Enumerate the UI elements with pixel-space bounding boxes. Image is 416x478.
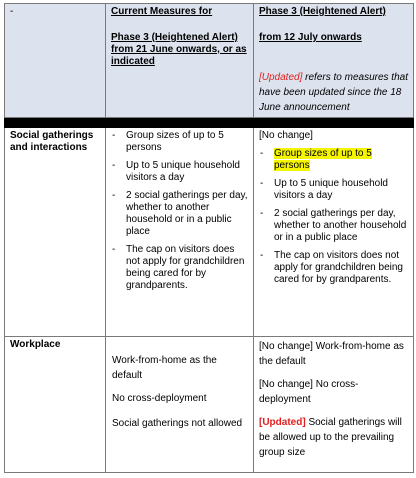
list-item: - 2 social gatherings per day, whether to another household or in a public place bbox=[112, 190, 248, 237]
header-phase3-july bbox=[254, 4, 414, 118]
workplace-row bbox=[5, 337, 414, 473]
workplace-new-item-updated: [Updated] Social gatherings will be allowed up to the prevailing group size bbox=[259, 417, 402, 458]
workplace-new-text bbox=[254, 337, 413, 460]
list-item: - The cap on visitors does not apply for grandchildren being cared for by grandparents. bbox=[260, 250, 403, 285]
header-dash: - bbox=[10, 6, 14, 17]
updated-note bbox=[254, 68, 413, 115]
workplace-current-item: Social gatherings not allowed bbox=[112, 418, 243, 429]
list-item: - Up to 5 unique household visitors a day bbox=[112, 160, 240, 183]
header-blank-cell bbox=[5, 4, 106, 118]
workplace-new-cell bbox=[254, 337, 414, 473]
social-new-cell bbox=[254, 128, 414, 337]
social-label: Social gatherings and interactions bbox=[10, 130, 94, 153]
phase3-title: Phase 3 (Heightened Alert) bbox=[259, 6, 386, 17]
workplace-label-cell bbox=[5, 337, 106, 473]
workplace-new-item: [No change] Work-from-home as the default bbox=[259, 341, 404, 367]
table-header-row bbox=[5, 4, 414, 118]
workplace-label: Workplace bbox=[10, 339, 61, 350]
updated-note-text: refers to measures that have been updated since the 18 June announcement bbox=[259, 72, 408, 113]
workplace-current-item: No cross-deployment bbox=[112, 393, 207, 404]
list-item: - Up to 5 unique household visitors a day bbox=[260, 178, 388, 201]
social-gatherings-row bbox=[5, 128, 414, 337]
workplace-new-item: [No change] No cross-deployment bbox=[259, 379, 359, 405]
social-current-list bbox=[106, 128, 253, 292]
workplace-current-item: Work-from-home as the default bbox=[112, 355, 217, 381]
social-new-list bbox=[254, 148, 413, 286]
current-measures-title: Current Measures for bbox=[111, 6, 213, 17]
current-measures-phase: Phase 3 (Heightened Alert) from 21 June onwards, or as indicated bbox=[111, 32, 247, 67]
workplace-current-cell bbox=[106, 337, 254, 473]
list-item-highlighted: - Group sizes of up to 5 persons bbox=[260, 148, 372, 171]
workplace-current-text bbox=[106, 337, 253, 431]
social-label-cell bbox=[5, 128, 106, 337]
updated-tag: [Updated] bbox=[259, 72, 303, 83]
social-no-change: [No change] bbox=[259, 130, 313, 141]
header-current-measures bbox=[106, 4, 254, 118]
phase3-date: from 12 July onwards bbox=[259, 32, 362, 43]
updated-tag: [Updated] bbox=[259, 417, 306, 428]
list-item: - The cap on visitors does not apply for grandchildren being cared for by grandparents. bbox=[112, 244, 245, 291]
separator-row bbox=[5, 118, 414, 128]
social-current-cell bbox=[106, 128, 254, 337]
list-item: - 2 social gatherings per day, whether to another household or in a public place bbox=[260, 208, 407, 243]
list-item: - Group sizes of up to 5 persons bbox=[112, 130, 224, 153]
measures-table bbox=[4, 3, 414, 473]
